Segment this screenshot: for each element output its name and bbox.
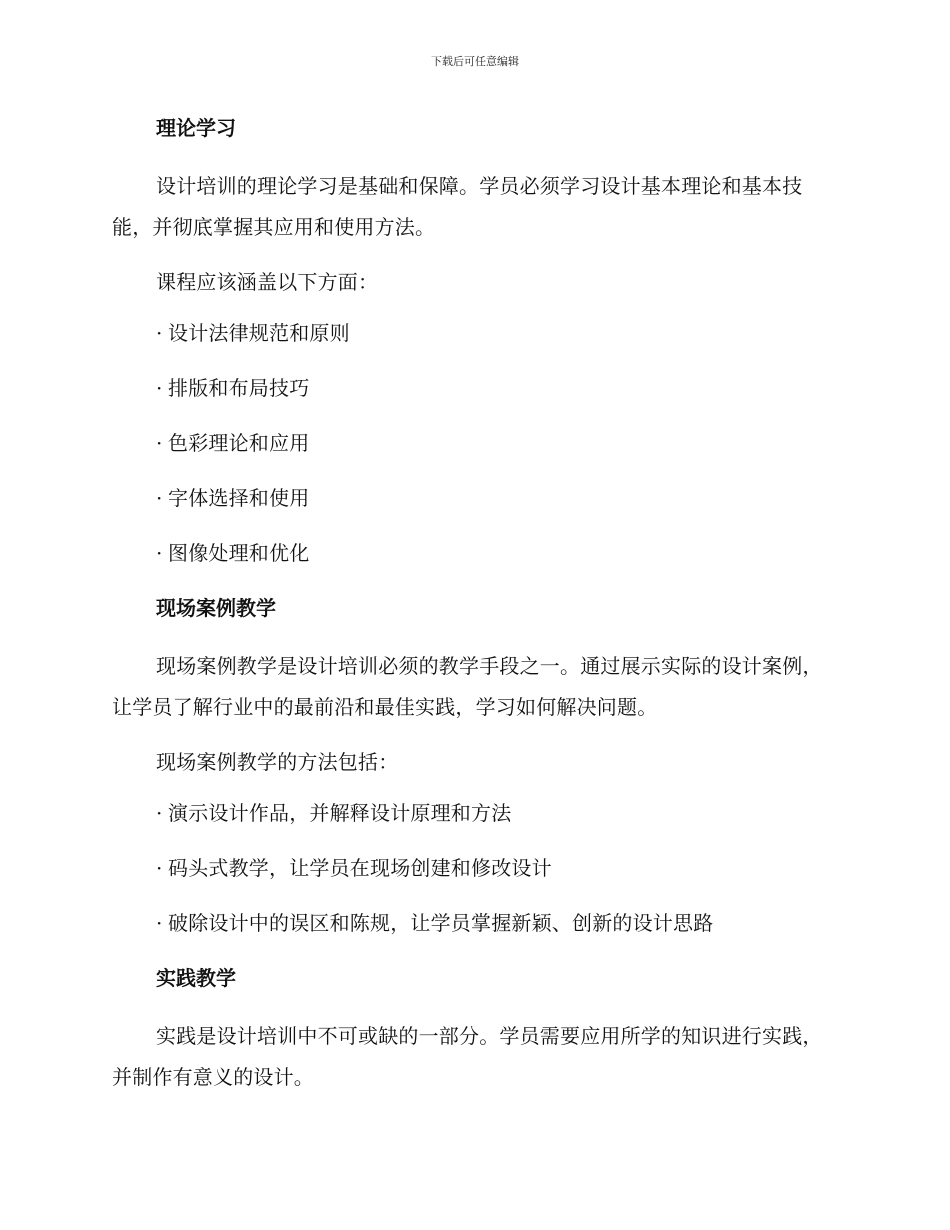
list-item xyxy=(112,427,832,459)
list-item-text: 色彩理论和应用 xyxy=(168,431,310,455)
paragraph: 课程应该涵盖以下方面： xyxy=(156,270,379,294)
bullet-dot: · xyxy=(156,376,163,400)
list-item-text: 字体选择和使用 xyxy=(168,486,310,510)
list-item xyxy=(112,537,832,569)
list-item xyxy=(112,317,832,349)
section-practice xyxy=(112,962,832,1098)
list-item-text: 码头式教学，让学员在现场创建和修改设计 xyxy=(168,856,552,880)
page-header: 下载后可任意编辑 xyxy=(431,55,519,68)
bullet-dot: · xyxy=(156,801,163,825)
paragraph: 现场案例教学是设计培训必须的教学手段之一。通过展示实际的设计案例，让学员了解行业中的最前沿和最佳实践，学习如何解决问题。 xyxy=(112,654,823,719)
bullet-dot: · xyxy=(156,541,163,565)
section-heading: 现场案例教学 xyxy=(156,596,276,620)
paragraph: 设计培训的理论学习是基础和保障。学员必须学习设计基本理论和基本技能，并彻底掌握其应用和使用方法。 xyxy=(112,174,803,239)
list-item xyxy=(112,372,832,404)
bullet-dot: · xyxy=(156,856,163,880)
section-heading: 理论学习 xyxy=(156,116,236,140)
list-item-text: 图像处理和优化 xyxy=(168,541,310,565)
list-item-text: 排版和布局技巧 xyxy=(168,376,310,400)
bullet-dot: · xyxy=(156,486,163,510)
bullet-dot: · xyxy=(156,321,163,345)
bullet-dot: · xyxy=(156,911,163,935)
bullet-dot: · xyxy=(156,431,163,455)
document-body xyxy=(112,112,832,1112)
list-item-text: 设计法律规范和原则 xyxy=(168,321,350,345)
paragraph: 实践是设计培训中不可或缺的一部分。学员需要应用所学的知识进行实践，并制作有意义的设计。 xyxy=(112,1024,823,1089)
list-item-text: 破除设计中的误区和陈规，让学员掌握新颖、创新的设计思路 xyxy=(168,911,714,935)
section-heading: 实践教学 xyxy=(156,966,236,990)
list-item-text: 演示设计作品，并解释设计原理和方法 xyxy=(168,801,512,825)
list-item xyxy=(112,907,832,939)
paragraph: 现场案例教学的方法包括： xyxy=(156,750,399,774)
list-item xyxy=(112,482,832,514)
section-theory xyxy=(112,112,832,569)
section-case-teaching xyxy=(112,592,832,939)
list-item xyxy=(112,797,832,829)
list-item xyxy=(112,852,832,884)
